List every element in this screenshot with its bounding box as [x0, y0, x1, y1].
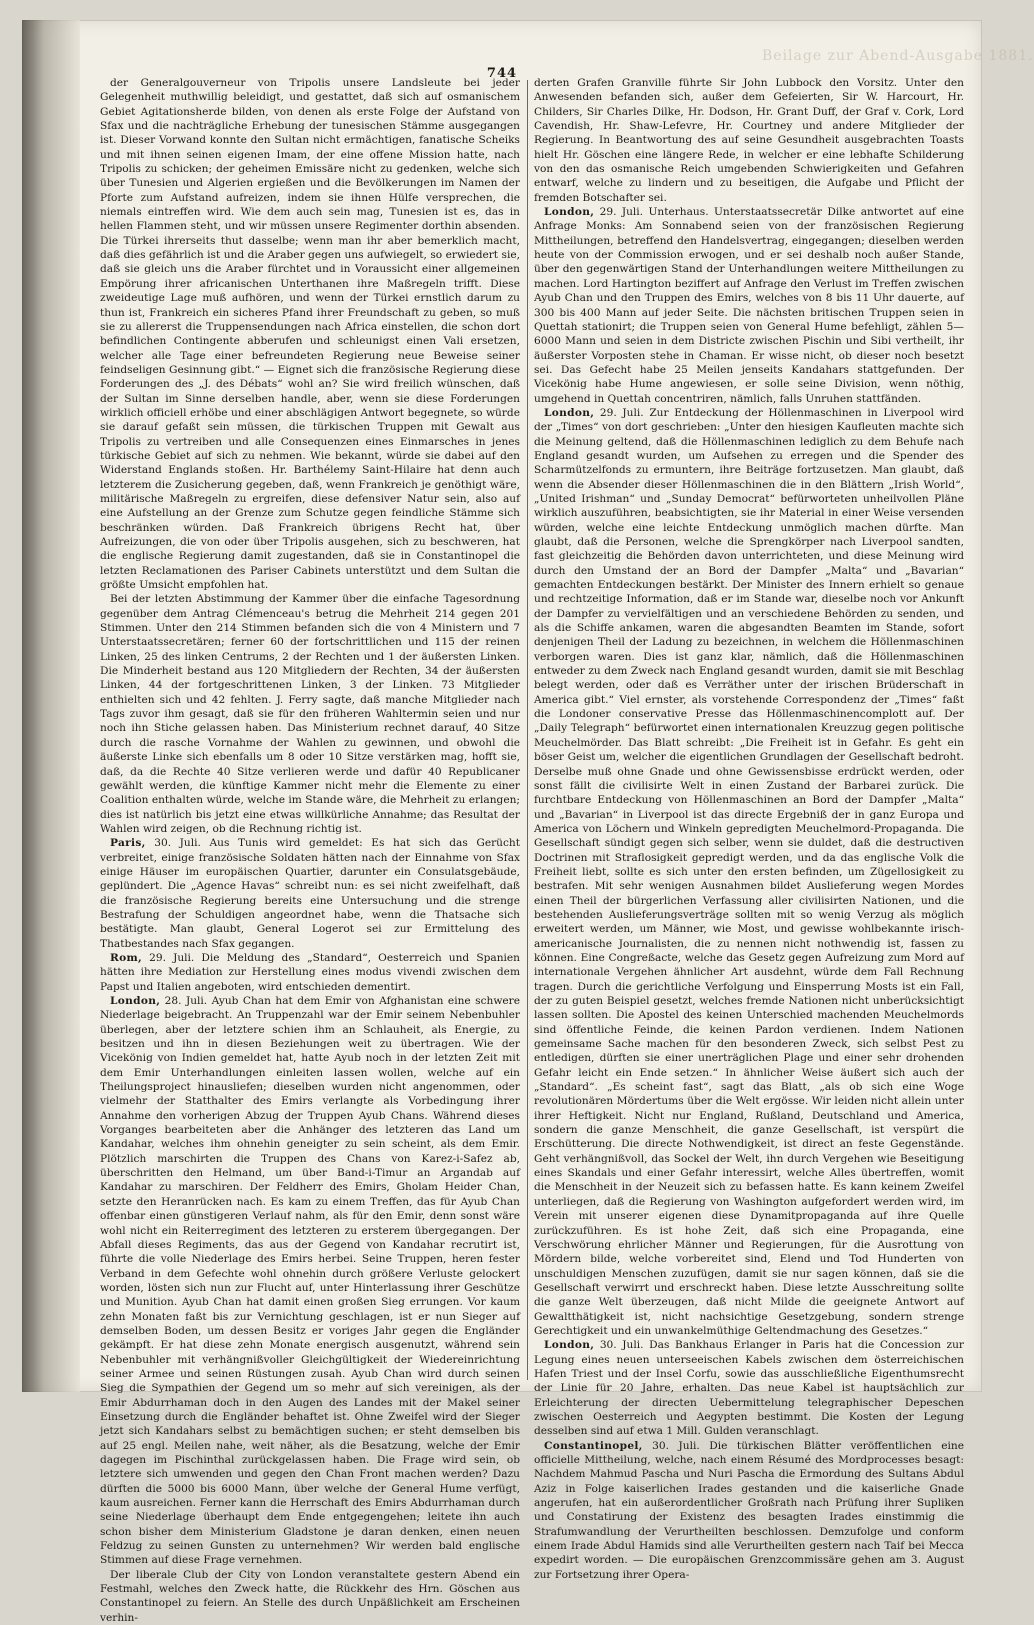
paragraph-text: 29. Juli. Unterhaus. Unterstaatssecretär Dilke antwortet auf eine Anfrage Monks: Am Sonnabend seien von der französischen Regierung Mittheilungen, betreffend den Handelsvertrag, eingegangen; dieselben werden heute von der Commission erwogen, und er sei deshalb noch außer Stande, über den gegenwärtigen Stand der Unterhandlungen weitere Mittheilungen zu machen. Lord Hartington beziffert auf Anfrage den Verlust im Treffen zwischen Ayub Chan und den Truppen des Emirs, welches von 8 bis 11 Uhr dauerte, auf 300 bis 400 Mann auf jeder Seite. Die nächsten britischen Truppen seien in Quettah stationirt; die Truppen seien von General Hume befehligt, zählen 5—6000 Mann und seien in dem Districte zwischen Pischin und Sibi vertheilt, ihr äußerster Vorposten stehe in Chaman. Er wisse nicht, ob dieser noch besetzt sei. Das Gefecht habe 25 Meilen jenseits Kandahars stattgefunden. Der Vicekönig habe Hume angewiesen, er solle seine Division, wenn nöthig, umgehend in Quettah concentriren, nämlich, falls Unruhen stattfänden. — [534, 206, 964, 405]
paragraph-text: 30. Juli. Aus Tunis wird gemeldet: Es hat sich das Gerücht verbreitet, einige französische Soldaten hätten nach der Einnahme von Sfax einige Häuser im europäischen Quartier, darunter ein Consulatsgebäude, geplündert. Die „Agence Havas“ schreibt nun: es sei nicht zweifelhaft, daß die französische Regierung bereits eine Untersuchung und die strenge Bestrafung der Schuldigen angeordnet habe, wenn die Thatsache sich bestätigte. Man glaubt, General Logerot sei zur Ermittelung des Thatbestandes nach Sfax gegangen. — [100, 837, 520, 950]
paragraph-text: 28. Juli. Ayub Chan hat dem Emir von Afghanistan eine schwere Niederlage beigebracht. An Truppenzahl war der Emir seinem Nebenbuhler überlegen, aber der letztere schien ihm an Schlauheit, als Energie, zu besitzen und ihn in diesen Beziehungen weit zu übertragen. Wie der Vicekönig von Indien gemeldet hat, hatte Ayub noch in der letzten Zeit mit dem Emir Unterhandlungen einleiten lassen wollen, welche auf ein Theilungsproject hinausliefen; dieselben wurden nicht angenommen, oder vielmehr der Statthalter des Emirs verlangte als Vorbedingung ihrer Annahme den vorherigen Abzug der Truppen Ayub Chans. Während dieses Vorganges bearbeiteten aber die Anhänger des letzteren das Land um Kandahar, welches ihm ohnehin geneigter zu sein scheint, als dem Emir. Plötzlich marschirten die Truppen des Chans von Karez-i-Safez ab, überschritten den Helmand, um über Band-i-Timur an Argandab auf Kandahar zu marschiren. Der Feldherr des Emirs, Gholam Heider Chan, setzte den Heranrücken nach. Es kam zu einem Treffen, das für Ayub Chan offenbar einen günstigeren Verlauf nahm, als für den Emir, denn sonst wäre wohl nicht ein Reiterregiment des letzteren zu ersterem übergegangen. Der Abfall dieses Regiments, das aus der Gegend von Kandahar recrutirt ist, führte die volle Niederlage des Emirs herbei. Seine Truppen, heren fester Verband in dem Gefechte wohl ohnehin durch größere Verluste gelockert worden, lösten sich nun zur Flucht auf, unter Hinterlassung ihrer Geschütze und Munition. Ayub Chan hat damit einen großen Sieg errungen. Vor kaum zehn Monaten faßt bis zur Vernichtung geschlagen, ist er nun Sieger auf demselben Boden, um dessen Besitz er voriges Jahr gegen die Engländer gekämpft. Er hat diese zehn Monate energisch ausgenutzt, während sein Nebenbuhler mit verhängnißvoller Gleichgültigkeit der Wiedereinrichtung seiner Armee und seinen Rüstungen zusah. Ayub Chan wird durch seinen Sieg die Sympathien der Gegend um so mehr auf sich vereinigen, als der Emir Abdurrhaman doch in den Augen des Landes mit der Makel seiner Einsetzung durch die Engländer behaftet ist. Ohne Zweifel wird der Sieger jetzt sich Kandahars selbst zu bemächtigen suchen; er steht demselben bis auf 25 engl. Meilen nahe, weit näher, als die Besatzung, welche der Emir dagegen im Pischinthal zurückgelassen haben. Die Frage wird sein, ob letztere sich umwenden und gegen den Chan Front machen werden? Dazu dürften die 5000 bis 6000 Mann, über welche der General Hume verfügt, kaum ausreichen. Ferner kann die Herrschaft des Emirs Abdurrhaman durch seine Niederlage überhaupt dem Ende entgegengehen; leitete ihn auch schon bisher dem Ministerium Gladstone je daran denken, einen neuen Feldzug zu seinen Gunsten zu unternehmen? Wir werden bald englische Stimmen auf diese Frage vernehmen. — [100, 995, 520, 1567]
article-paragraph — [534, 1338, 964, 1438]
paragraph-text: 30. Juli. Die türkischen Blätter veröffentlichen eine officielle Mittheilung, welche, nach einem Résumé des Mordprocesses besagt: Nachdem Mahmud Pascha und Nuri Pascha die Ermordung des Sultans Abdul Aziz in Folge kaiserlichen Irades gestanden und die kaiserliche Gnade angerufen, hat ein außerordentlicher Großrath nach Prüfung ihrer Supliken und Constatirung der Existenz des besagten Irades einstimmig die Strafumwandlung der Verurtheilten beschlossen. Demzufolge und conform einem Irade Abdul Hamids sind alle Verurtheilten gestern nach Taif bei Mecca expedirt worden. — Die europäischen Grenzcommissäre gehen am 3. August zur Fortsetzung ihrer Opera- — [534, 1439, 964, 1581]
article-paragraph — [100, 592, 520, 836]
paragraph-text: 29. Juli. Die Meldung des „Standard“, Oesterreich und Spanien hätten ihre Mediation zur Herstellung eines modus vivendi zwischen dem Papst und Italien angeboten, wird entschieden dementirt. — [100, 951, 520, 993]
dateline: London, — [544, 206, 595, 219]
newspaper-page — [22, 20, 1034, 1624]
article-paragraph — [534, 1439, 964, 1582]
right-column — [534, 76, 964, 1581]
dateline: Rom, — [110, 951, 142, 964]
article-paragraph — [534, 76, 964, 205]
dateline: Constantinopel, — [544, 1439, 643, 1452]
paragraph-text: der Generalgouverneur von Tripolis unsere Landsleute bei jeder Gelegenheit muthwillig beleidigt, und gestattet, daß sich auf osmanischem Gebiet Agitationsherde bilden, von denen als erste Folge der Aufstand von Sfax und die nachträgliche Erhebung der tunesischen Stämme ausgegangen ist. Dieser Vorwand konnte den Sultan nicht ermächtigen, fanatische Scheiks und mit ihnen seinen eigenen Imam, der eine offene Mission hatte, nach Tripolis zu schicken; der geheimen Emissäre nicht zu gedenken, welche sich über Tunesien und Algerien ergießen und die Bevölkerungen im Namen der Pforte zum Aufstand aufreizen, indem sie ihnen Hülfe versprechen, die niemals eintreffen wird. Wie dem auch sein mag, Tunesien ist es, das in hellen Flammen steht, und wir müssen unsere Regimenter dorthin absenden. Die Türkei ihrerseits thut dasselbe; wenn man ihr aber bemerklich macht, daß dies gefährlich ist und die Araber gegen uns aufwiegelt, so erwiedert sie, daß sie gleich uns die Araber fürchtet und in Voraussicht einer allgemeinen Empörung ihrer africanischen Unterthanen ihre Maßregeln trifft. Diese zweideutige Lage muß aufhören, und wenn der Türkei ernstlich darum zu thun ist, Frankreich ein sicheres Pfand ihrer Freundschaft zu geben, so muß sie zu allererst die Truppensendungen nach Africa einstellen, die schon dort befindlichen Contingente abberufen und schleunigst einen Vali ersetzen, welcher alle Tage einer befreundeten Regierung neue Beweise seiner feindseligen Gesinnung gibt.“ — Eignet sich die französische Regierung diese Forderungen des „J. des Débats“ wohl an? Sie wird freilich wünschen, daß der Sultan im Sinne derselben handle, aber, wenn sie diese Forderungen wirklich officiell erhöbe und einer abschlägigen Antwort begegnete, so würde sie darauf gefaßt sein müssen, die türkischen Truppen mit Gewalt aus Tripolis zu vertreiben und alle Consequenzen eines Einmarsches in jenes türkische Gebiet auf sich zu nehmen. Wie bekannt, würde sie dabei auf den Widerstand Englands stoßen. Hr. Barthélemy Saint-Hilaire hat denn auch letzterem die Zusicherung gegeben, daß, wenn Frankreich je genöthigt wäre, militärische Maßregeln zu ergreifen, diese defensiver Natur sein, also auf eine Aufstellung an der Grenze zum Schutze gegen feindliche Stämme sich beschränken würden. Daß Frankreich übrigens Recht hat, über Aufreizungen, die von oder über Tripolis ausgehen, sich zu beschweren, hat die englische Regierung damit zugestanden, daß sie in Constantinopel die letzten Reclamationen des Pariser Cabinets unterstützt und dem Sultan die größte Umsicht empfohlen hat. — [100, 77, 520, 592]
left-column — [100, 76, 520, 1624]
bleed-through-header: Beilage zur Abend-Ausgabe 1881. — [762, 48, 1034, 64]
paragraph-text: derten Grafen Granville führte Sir John Lubbock den Vorsitz. Unter den Anwesenden befanden sich, außer dem Gefeierten, Sir W. Harcourt, Hr. Childers, Sir Charles Dilke, Hr. Dodson, Hr. Grant Duff, der Graf v. Cork, Lord Cavendish, Hr. Shaw-Lefevre, Hr. Courtney und andere Mitglieder der Regierung. In Beantwortung des auf seine Gesundheit ausgebrachten Toasts hielt Hr. Göschen eine längere Rede, in welcher er eine lebhafte Schilderung von den das osmanische Reich umgebenden Schwierigkeiten und Gefahren entwarf, welche zu lindern und zu beseitigen, die Aufgabe und Pflicht der fremden Botschafter sei. — [534, 77, 964, 204]
column-divider — [527, 80, 528, 1380]
article-paragraph — [100, 1568, 520, 1625]
dateline: London, — [544, 1339, 595, 1352]
article-paragraph — [100, 994, 520, 1568]
article-paragraph — [534, 205, 964, 406]
article-paragraph — [100, 951, 520, 994]
paragraph-text: 29. Juli. Zur Entdeckung der Höllenmaschinen in Liverpool wird der „Times“ von dort geschrieben: „Unter den hiesigen Kaufleuten machte sich die Meinung geltend, daß die Höllenmaschinen lediglich zu dem Behufe nach England gesandt wurden, um Aufsehen zu erregen und die Spender des Scharmützelfonds zu ermuntern, ihre Beiträge fortzusetzen. Man glaubt, daß wenn die Absender dieser Höllenmaschinen die in den Blättern „Irish World“, „United Irishman“ und „Sunday Democrat“ befürworteten unheilvollen Pläne wirklich auszuführen, beabsichtigten, sie ihr Material in einer Weise versenden würden, welche eine leichte Entdeckung unmöglich machen dürfte. Man glaubt, daß die Personen, welche die Sprengkörper nach Liverpool sandten, fast gleichzeitig die Behörden davon unterrichteten, und diese Meinung wird durch den Umstand der an Bord der Dampfer „Malta“ und „Bavarian“ gemachten Entdeckungen bestärkt. Der Minister des Innern erhielt so genaue und rechtzeitige Information, daß er im Stande war, dieselbe noch vor Ankunft der Dampfer zu vervielfältigen und an verschiedene Behörden zu senden, und als die Schiffe ankamen, waren die abgesandten Beamten im Stande, sofort denjenigen Theil der Ladung zu bezeichnen, in welchem die Höllenmaschinen verborgen waren. Dies ist ganz klar, nämlich, daß die Höllenmaschinen entweder zu dem Zweck nach England gesandt wurden, damit sie mit Beschlag belegt werden, oder daß es Verräther unter der irischen Brüderschaft in America gibt.“ Viel ernster, als vorstehende Correspondenz der „Times“ faßt die Londoner conservative Presse das Höllenmaschinencomplott auf. Der „Daily Telegraph“ befürwortet einen internationalen Kreuzzug gegen politische Meuchelmörder. Das Blatt schreibt: „Die Freiheit ist in Gefahr. Es geht ein böser Geist um, welcher die eigentlichen Grundlagen der Gesellschaft bedroht. Derselbe muß ohne Gnade und ohne Gewissensbisse erdrückt werden, oder sonst fällt die civilisirte Welt in einen Zustand der Barbarei zurück. Die furchtbare Entdeckung von Höllenmaschinen an Bord der Dampfer „Malta“ und „Bavarian“ in Liverpool ist das directe Ergebniß der in ganz Europa und America von Löchern und Winkeln gepredigten Meuchelmord-Propaganda. Die Gesellschaft sündigt gegen sich selber, wenn sie duldet, daß die destructiven Doctrinen mit Straflosigkeit gepredigt werden, und da das englische Volk die Freiheit liebt, sollte es sich unter den ersten befinden, um Zügellosigkeit zu bestrafen. Mit sehr wenigen Ausnahmen bildet Auslieferung wegen Mordes einen Theil der bürgerlichen Verfassung aller civilisirten Nationen, und die bestehenden Auslieferungsverträge sollten mit so wenig Verzug als möglich erweitert werden, um Männer, wie Most, und gewisse wohlbekannte irisch-americanische Journalisten, die zu nennen nicht nothwendig ist, fassen zu können. Eine Congreßacte, welche das Gesetz gegen Aufreizung zum Mord auf internationale Vergehen ähnlicher Art ausdehnt, würde dem Fall Rechnung tragen. Durch die gerichtliche Verfolgung und Einsperrung Mosts ist ein Fall, der zu guten Beispiel gesetzt, welches fremde Nationen nicht unberücksichtigt lassen sollten. Die Apostel des keinen Unterschied machenden Meuchelmords sind öffentliche Feinde, die keinen Pardon verdienen. Indem Nationen gemeinsame Sache machen für den besonderen Zweck, sich selbst Pest zu entledigen, dürften sie einer unerträglichen Plage und einer sehr drohenden Gefahr leicht ein Ende setzen.“ In ähnlicher Weise äußert sich auch der „Standard“. „Es scheint fast“, sagt das Blatt, „als ob sich eine Woge revolutionären Mördertums über die Welt ergösse. Wir leiden nicht allein unter ihrer Heftigkeit. Nicht nur England, Rußland, Deutschland und America, sondern die ganze Menschheit, die ganze Gesellschaft, ist verspürt die Erschütterung. Die directe Nothwendigkeit, ist direct an feste Gegenstände. Geht verhängnißvoll, das Sockel der Welt, ihn durch Vergehen wie Beseitigung eines Skandals und einer Gefahr interessirt, welche Alles übertreffen, womit die Menschheit in der Neuzeit sich zu befassen hatte. Es kann keinem Zweifel unterliegen, daß die Regierung von Washington aufgefordert werden wird, im Verein mit unserer eigenen diese Dynamitpropaganda auf ihre Quelle zurückzuführen. Es ist hohe Zeit, daß sich eine Propaganda, eine Verschwörung ehrlicher Männer und Regierungen, für die Ausrottung von Mördern bilde, welche vorbereitet sind, Elend und Tod Hunderten von unschuldigen Menschen zuzufügen, damit sie nur sagen können, daß sie die Gesellschaft verwirrt und erschreckt haben. Diese letzte Ausschreitung sollte die ganze Welt überzeugen, daß nicht Milde die geeignete Antwort auf Gewaltthätigkeit ist, nicht nachsichtige Gesetzgebung, sondern strenge Gerechtigkeit und ein unwankelmüthige Geltendmachung des Gesetzes.“ — [534, 406, 964, 1337]
article-paragraph — [534, 406, 964, 1338]
paragraph-text: 30. Juli. Das Bankhaus Erlanger in Paris hat die Concession zur Legung eines neuen unterseeischen Kabels zwischen dem österreichischen Hafen Triest und der Insel Corfu, sowie das ausschließliche Eigenthumsrecht der Linie für 20 Jahre, erhalten. Das neue Kabel ist hauptsächlich zur Erleichterung der directen Uebermittelung telegraphischer Depeschen zwischen Oesterreich und Aegypten bestimmt. Die Kosten der Legung desselben sind auf etwa 1 Mill. Gulden veranschlagt. — [534, 1339, 964, 1438]
dateline: Paris, — [110, 837, 146, 850]
article-paragraph — [100, 76, 520, 592]
dateline: London, — [544, 406, 595, 419]
page-number: 744 — [486, 66, 518, 81]
paragraph-text: Der liberale Club der City von London veranstaltete gestern Abend ein Festmahl, welches den Zweck hatte, die Rückkehr des Hrn. Göschen aus Constantinopel zu feiern. An Stelle des durch Unpäßlichkeit am Erscheinen verhin- — [100, 1568, 520, 1624]
article-paragraph — [100, 836, 520, 951]
dateline: London, — [110, 995, 161, 1007]
paragraph-text: Bei der letzten Abstimmung der Kammer über die einfache Tagesordnung gegenüber dem Antrag Clémenceau's betrug die Mehrheit 214 gegen 201 Stimmen. Unter den 214 Stimmen befanden sich die von 4 Ministern und 7 Unterstaatssecretären; ferner 60 der fortschrittlichen und 115 der reinen Linken, 25 des linken Centrums, 2 der Rechten und 1 der äußersten Linken. Die Minderheit bestand aus 120 Mitgliedern der Rechten, 34 der äußersten Linken, 44 der fortgeschrittenen Linken, 3 der Linken. 73 Mitglieder enthielten sich und 42 fehlten. J. Ferry sagte, daß manche Mitglieder nach Tags zuvor ihm gesagt, daß sie für den früheren Wahltermin seien und nur noch ihn Stiche gelassen haben. Das Ministerium rechnet darauf, 40 Sitze durch die rasche Vornahme der Wahlen zu gewinnen, und obwohl die äußerste Linke sich ebenfalls um 8 oder 10 Sitze verstärken mag, hofft sie, daß, da die Rechte 40 Sitze verlieren werde und dafür 40 Republicaner gewählt werden, die künftige Kammer nicht mehr die Elemente zu einer Coalition enthalten würde, welche im Stande wäre, die Mehrheit zu erlangen; dies ist natürlich bis jetzt eine etwas willkürliche Annahme; das Resultat der Wahlen wird zeigen, ob die Rechnung richtig ist. — [100, 593, 520, 835]
scan-binding-shadow — [22, 20, 80, 1392]
